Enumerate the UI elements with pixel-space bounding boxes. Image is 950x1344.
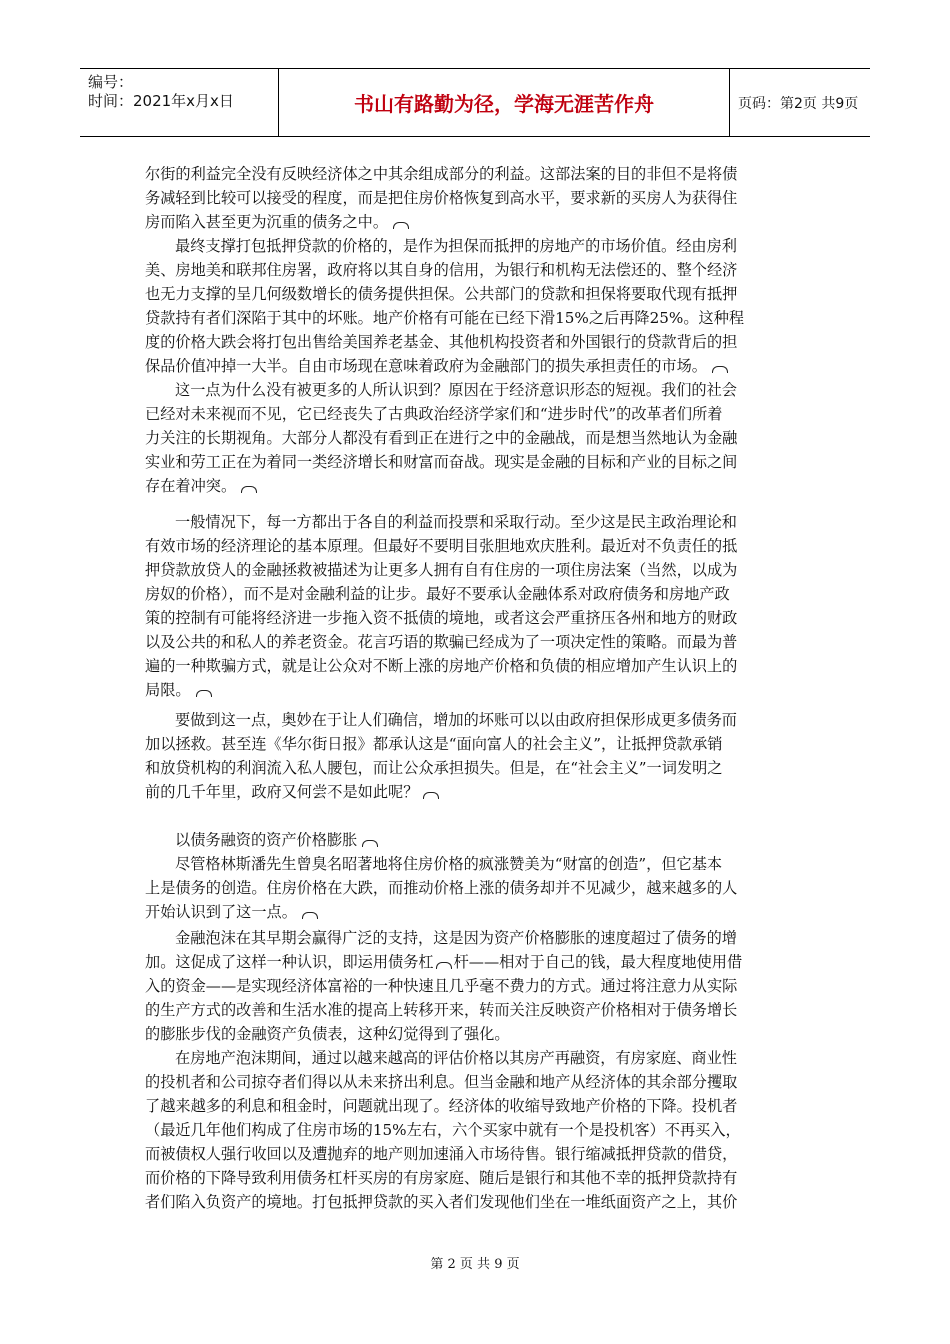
- text-line: 有效市场的经济理论的基本原理。但最好不要明目张胆地欢庆胜利。最近对不负责任的抵: [145, 537, 738, 555]
- text-line: 尽管格林斯潘先生曾臭名昭著地将住房价格的疯涨赞美为“财富的创造”，但它基本: [175, 855, 723, 873]
- text-line: 遍的一种欺骗方式，就是让公众对不断上涨的房地产价格和负债的相应增加产生认识上的: [145, 657, 738, 675]
- text-line: 这一点为什么没有被更多的人所认识到？原因在于经济意识形态的短视。我们的社会: [175, 381, 737, 399]
- text-line: 入的资金——是实现经济体富裕的一种快速且几乎毫不费力的方式。通过将注意力从实际: [145, 977, 738, 995]
- paragraph-mark-icon: [241, 486, 257, 493]
- number-label: 编号：: [88, 73, 134, 91]
- text-line: 实业和劳工正在为着同一类经济增长和财富而奋战。现实是金融的目标和产业的目标之间: [145, 453, 738, 471]
- text-line: 保品价值冲掉一大半。自由市场现在意味着政府为金融部门的损失承担责任的市场。: [145, 354, 728, 378]
- paragraph-mark-icon: [196, 690, 212, 697]
- paragraph-mark-icon: [393, 222, 409, 229]
- text-line: 房奴的价格），而不是对金融利益的让步。最好不要承认金融体系对政府债务和房地产政: [145, 585, 730, 603]
- paragraph-mark-icon: [362, 840, 378, 847]
- paragraph-mark-icon: [423, 792, 439, 799]
- text-line: 上是债务的创造。住房价格在大跌，而推动价格上涨的债务却并不见减少，越来越多的人: [145, 879, 738, 897]
- text-line: 要做到这一点，奥妙在于让人们确信，增加的坏账可以以由政府担保形成更多债务而: [175, 711, 737, 729]
- text-line: 前的几千年里，政府又何尝不是如此呢？: [145, 780, 439, 804]
- text-line: 和放贷机构的利润流入私人腰包，而让公众承担损失。但是，在“社会主义”一词发明之: [145, 759, 723, 777]
- text-line: 存在着冲突。: [145, 474, 257, 498]
- date-label: 时间：2021年x月x日: [88, 92, 234, 110]
- text-line: （最近几年他们构成了住房市场的15%左右，六个买家中就有一个是投机客）不再买入，: [145, 1121, 741, 1139]
- text-line: 房而陷入甚至更为沉重的债务之中。: [145, 210, 409, 234]
- text-line: 也无力支撑的呈几何级数增长的债务提供担保。公共部门的贷款和担保将要取代现有抵押: [145, 285, 738, 303]
- text-line: 而被债权人强行收回以及遭抛弃的地产则加速涌入市场待售。银行缩减抵押贷款的借贷，: [145, 1145, 738, 1163]
- paragraph-mark-icon: [712, 366, 728, 373]
- text-line: 在房地产泡沫期间，通过以越来越高的评估价格以其房产再融资，有房家庭、商业性: [175, 1049, 737, 1067]
- text-line: 了越来越多的利息和租金时，问题就出现了。经济体的收缩导致地产价格的下降。投机者: [145, 1097, 738, 1115]
- text-line: 而价格的下降导致利用债务杠杆买房的有房家庭、随后是银行和其他不幸的抵押贷款持有: [145, 1169, 738, 1187]
- header-motto: 书山有路勤为径，学海无涯苦作舟: [279, 69, 730, 136]
- page-header: [80, 68, 870, 137]
- page-footer: 第 2 页 共 9 页: [430, 1257, 520, 1272]
- paragraph-mark-icon: [302, 912, 318, 919]
- text-line: 加。这促成了这样一种认识，即运用债务杠 杆——相对于自己的钱，最大程度地使用借: [145, 953, 743, 971]
- text-line: 加以拯救。甚至连《华尔街日报》都承认这是“面向富人的社会主义”，让抵押贷款承销: [145, 735, 723, 753]
- text-line: 尔街的利益完全没有反映经济体之中其余组成部分的利益。这部法案的目的非但不是将债: [145, 165, 738, 183]
- text-line: 一般情况下，每一方都出于各自的利益而投票和采取行动。至少这是民主政治理论和: [175, 513, 737, 531]
- header-info: [80, 69, 279, 136]
- text-line: 开始认识到了这一点。: [145, 900, 318, 924]
- text-line: 金融泡沫在其早期会赢得广泛的支持，这是因为资产价格膨胀的速度超过了债务的增: [175, 929, 737, 947]
- text-line: 务减轻到比较可以接受的程度，而是把住房价格恢复到高水平，要求新的买房人为获得住: [145, 189, 738, 207]
- text-line: 者们陷入负资产的境地。打包抵押贷款的买入者们发现他们坐在一堆纸面资产之上，其价: [145, 1193, 738, 1211]
- text-line: 押贷款放贷人的金融拯救被描述为让更多人拥有自有住房的一项住房法案（当然，以成为: [145, 561, 738, 579]
- text-line: 策的控制有可能将经济进一步拖入资不抵债的境地，或者这会严重挤压各州和地方的财政: [145, 609, 738, 627]
- section-heading: 以债务融资的资产价格膨胀: [175, 828, 378, 852]
- text-line: 以及公共的和私人的养老资金。花言巧语的欺骗已经成为了一项决定性的策略。而最为普: [145, 633, 738, 651]
- text-line: 局限。: [145, 678, 212, 702]
- text-line: 力关注的长期视角。大部分人都没有看到正在进行之中的金融战，而是想当然地认为金融: [145, 429, 738, 447]
- text-line: 的生产方式的改善和生活水准的提高上转移开来，转而关注反映资产价格相对于债务增长: [145, 1001, 738, 1019]
- text-line: 贷款持有者们深陷于其中的坏账。地产价格有可能在已经下滑15%之后再降25%。这种程: [145, 309, 745, 327]
- paragraph-mark-icon: [436, 962, 452, 969]
- text-line: 的膨胀步伐的金融资产负债表，这种幻觉得到了强化。: [145, 1025, 510, 1043]
- text-line: 最终支撑打包抵押贷款的价格的，是作为担保而抵押的房地产的市场价值。经由房利: [175, 237, 737, 255]
- text-line: 美、房地美和联邦住房署，政府将以其自身的信用，为银行和机构无法偿还的、整个经济: [145, 261, 738, 279]
- header-page-label: 页码：第2页 共9页: [738, 95, 859, 112]
- text-line: 度的价格大跌会将打包出售给美国养老基金、其他机构投资者和外国银行的贷款背后的担: [145, 333, 738, 351]
- text-line: 的投机者和公司掠夺者们得以从未来挤出利息。但当金融和地产从经济体的其余部分攫取: [145, 1073, 738, 1091]
- text-line: 已经对未来视而不见，它已经丧失了古典政治经济学家们和“进步时代”的改革者们所着: [145, 405, 723, 423]
